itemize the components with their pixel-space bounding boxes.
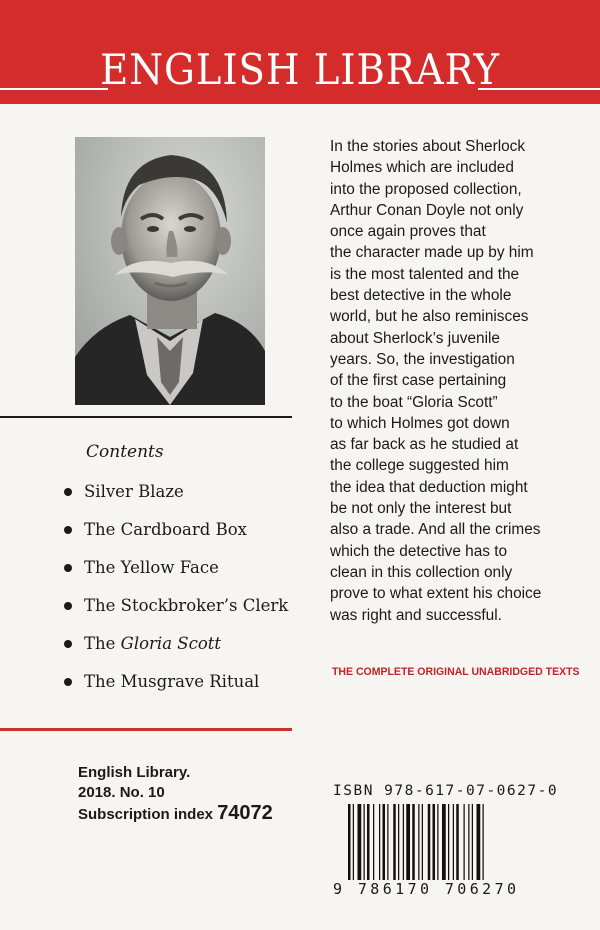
description-line: the character made up by him — [330, 244, 534, 262]
description-line: about Sherlock’s juvenile — [330, 329, 500, 347]
bullet-icon — [64, 564, 72, 572]
unabridged-tagline: THE COMPLETE ORIGINAL UNABRIDGED TEXTS — [332, 666, 580, 678]
series-title: ENGLISH LIBRARY — [100, 45, 500, 94]
description-line: best detective in the whole — [330, 287, 512, 305]
list-item: The Stockbroker’s Clerk — [64, 595, 288, 633]
description-line: to which Holmes got down — [330, 414, 510, 432]
description-line: once again proves that — [330, 223, 486, 241]
description-line: as far back as he studied at — [330, 436, 519, 454]
description-line: clean in this collection only — [330, 563, 513, 581]
book-description — [330, 136, 592, 626]
description-line: Arthur Conan Doyle not only — [330, 201, 524, 219]
description-line: is the most talented and the — [330, 265, 520, 283]
description-line: of the first case pertaining — [330, 372, 507, 390]
list-item: The Gloria Scott — [64, 633, 288, 671]
description-line: was right and successful. — [330, 606, 502, 624]
bullet-icon — [64, 640, 72, 648]
contents-top-rule — [0, 416, 292, 418]
description-line: which the detective has to — [330, 542, 508, 560]
bullet-icon — [64, 602, 72, 610]
description-line: years. So, the investigation — [330, 350, 515, 368]
contents-bottom-rule — [0, 728, 292, 731]
bullet-icon — [64, 488, 72, 496]
list-item: The Cardboard Box — [64, 519, 288, 557]
subscription-index — [78, 802, 273, 825]
subscription-index-label: Subscription index — [78, 806, 214, 823]
list-item: The Yellow Face — [64, 557, 288, 595]
isbn-label: ISBN 978-617-07-0627-0 — [333, 783, 559, 799]
contents-heading: Contents — [86, 442, 164, 462]
description-line: Holmes which are included — [330, 159, 514, 177]
list-item: The Musgrave Ritual — [64, 671, 288, 709]
description-line: In the stories about Sherlock — [330, 138, 526, 155]
portrait-photo-icon — [75, 137, 265, 405]
author-portrait — [75, 137, 265, 405]
bullet-icon — [64, 526, 72, 534]
description-line: the college suggested him — [330, 457, 509, 475]
publication-issue: 2018. No. 10 — [78, 784, 165, 801]
barcode-icon — [348, 804, 568, 880]
bullet-icon — [64, 678, 72, 686]
publication-series: English Library. — [78, 764, 191, 781]
description-line: be not only the interest but — [330, 500, 512, 518]
barcode-digits: 9 786170 706270 — [333, 880, 520, 898]
description-line: also a trade. And all the crimes — [330, 521, 541, 539]
description-line: the idea that deduction might — [330, 478, 528, 496]
subscription-index-value: 74072 — [217, 802, 273, 824]
description-line: prove to what extent his choice — [330, 585, 542, 603]
description-line: world, but he also reminisces — [330, 308, 529, 326]
description-line: to the boat “Gloria Scott” — [330, 393, 498, 411]
header-banner — [0, 0, 600, 104]
description-line: into the proposed collection, — [330, 180, 522, 198]
list-item: Silver Blaze — [64, 481, 288, 519]
contents-list — [64, 481, 288, 709]
